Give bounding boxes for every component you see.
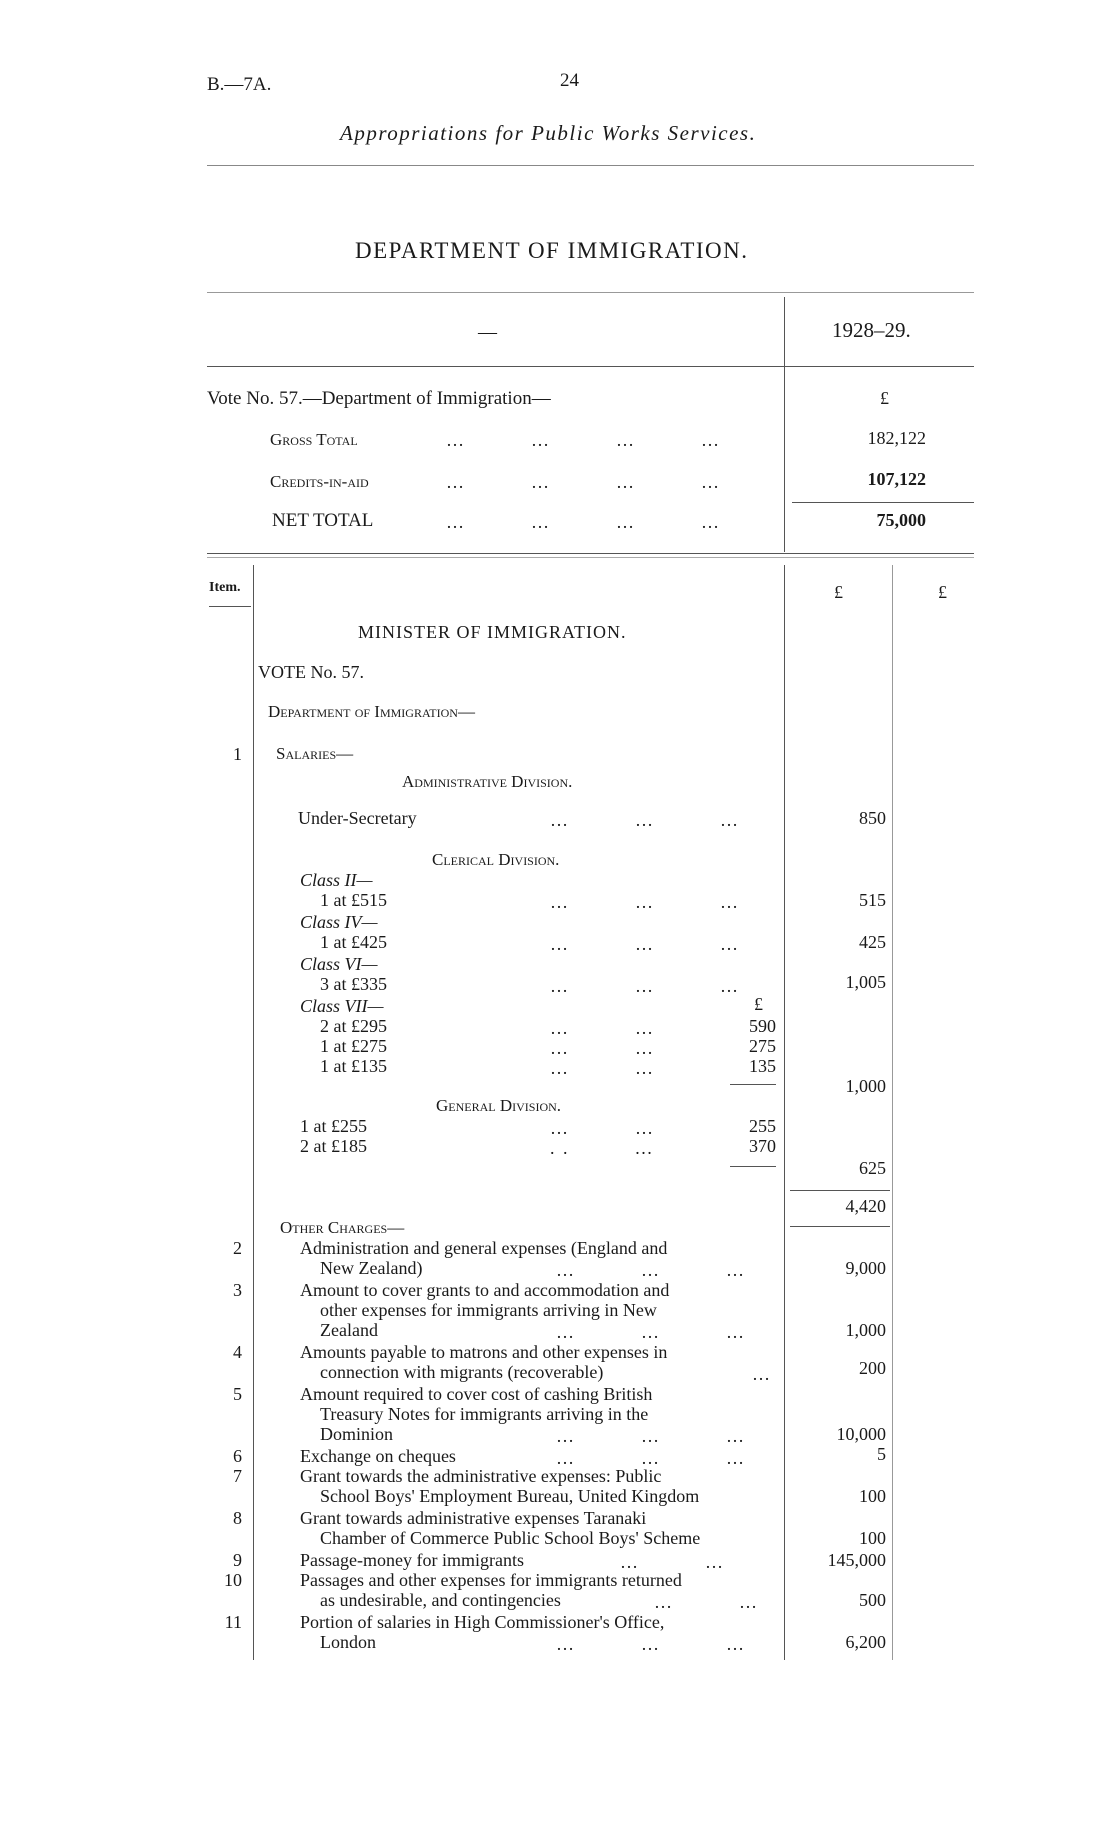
- item-value: 100: [859, 1486, 886, 1506]
- gross-total-value: 182,122: [867, 428, 926, 448]
- summary-year-column: 1928–29.: [832, 318, 911, 342]
- net-total-label: NET TOTAL: [272, 510, 374, 531]
- item-description: Amount required to cover cost of cashing British: [300, 1384, 653, 1404]
- class-line: 1 at £135: [320, 1056, 387, 1076]
- item-column-header: Item.: [209, 580, 241, 595]
- item-number: 1: [233, 744, 242, 764]
- item-description: New Zealand): [320, 1258, 423, 1278]
- under-secretary-value: 850: [859, 808, 886, 828]
- item-value: 10,000: [836, 1424, 886, 1444]
- class-line: 2 at £185: [300, 1136, 367, 1156]
- leader-dots: … … …: [556, 1426, 746, 1446]
- page-number: 24: [560, 70, 579, 91]
- subtotal-rule: [792, 502, 974, 503]
- leader-dots: … … …: [556, 1634, 746, 1654]
- salaries-total: 4,420: [845, 1196, 886, 1216]
- credits-in-aid-label: Credits-in-aid: [270, 472, 369, 491]
- item-description: Chamber of Commerce Public School Boys' Scheme: [320, 1528, 701, 1548]
- item-number: 9: [233, 1550, 242, 1570]
- total-column-divider: [892, 565, 893, 1660]
- under-secretary-label: Under-Secretary: [298, 808, 417, 828]
- class-line: 2 at £295: [320, 1016, 387, 1036]
- item-description: Grant towards the administrative expenses: Public: [300, 1466, 662, 1486]
- leader-dots: … … …: [556, 1448, 746, 1468]
- item-description: Amount to cover grants to and accommodation and: [300, 1280, 670, 1300]
- leader-dots: . . …: [550, 1138, 655, 1158]
- total-currency: £: [938, 582, 947, 602]
- class-line: 1 at £255: [300, 1116, 367, 1136]
- class-line-value: 370: [749, 1136, 776, 1156]
- item-value: 9,000: [845, 1258, 886, 1278]
- salaries-heading: Salaries—: [276, 744, 354, 763]
- page-subtitle: Appropriations for Public Works Services.: [340, 121, 757, 145]
- item-description: Passages and other expenses for immigrants returned: [300, 1570, 682, 1590]
- item-value: 500: [859, 1590, 886, 1610]
- item-number: 6: [233, 1446, 242, 1466]
- item-header-rule: [209, 606, 251, 607]
- class-value: 515: [859, 890, 886, 910]
- other-charges-heading: Other Charges—: [280, 1218, 405, 1237]
- leader-dots: … … …: [550, 934, 740, 954]
- class-line-value: 275: [749, 1036, 776, 1056]
- class-line: 1 at £275: [320, 1036, 387, 1056]
- administrative-division-heading: Administrative Division.: [402, 772, 573, 791]
- net-total-value: 75,000: [876, 510, 926, 530]
- vote-heading: VOTE No. 57.: [258, 662, 364, 682]
- item-value: 145,000: [827, 1550, 886, 1570]
- amount-column-divider: [784, 565, 785, 1660]
- item-description: School Boys' Employment Bureau, United Kingdom: [320, 1486, 700, 1506]
- class-line: 1 at £425: [320, 932, 387, 952]
- leader-dots: … …: [550, 1018, 655, 1038]
- class-line-value: 255: [749, 1116, 776, 1136]
- item-description: Exchange on cheques: [300, 1446, 456, 1466]
- leader-dots: … …: [620, 1552, 725, 1572]
- item-value: 1,000: [845, 1320, 886, 1340]
- item-number: 7: [233, 1466, 242, 1486]
- summary-currency: £: [880, 388, 889, 408]
- item-value: 6,200: [845, 1632, 886, 1652]
- summary-bottom-rule-2: [207, 557, 974, 558]
- item-number: 11: [224, 1612, 242, 1632]
- leader-dots: … … … …: [446, 430, 721, 450]
- vote-line: Vote No. 57.—Department of Immigration—: [207, 388, 551, 409]
- department-heading: Department of Immigration—: [268, 702, 475, 721]
- leader-dots: … … … …: [446, 472, 721, 492]
- class-line-value: 135: [749, 1056, 776, 1076]
- credits-in-aid-value: 107,122: [867, 469, 926, 489]
- subtotal-rule: [730, 1166, 776, 1167]
- item-column-divider: [253, 565, 254, 1660]
- class-total: 1,000: [845, 1076, 886, 1096]
- item-description: Treasury Notes for immigrants arriving in the: [320, 1404, 649, 1424]
- subtotal-rule: [730, 1084, 776, 1085]
- item-value: 200: [859, 1358, 886, 1378]
- item-description: Dominion: [320, 1424, 394, 1444]
- class-heading: Class II—: [300, 870, 373, 890]
- leader-dots: … … …: [550, 810, 740, 830]
- leader-dots: …: [752, 1364, 772, 1384]
- class-value: 425: [859, 932, 886, 952]
- general-division-heading: General Division.: [436, 1096, 562, 1115]
- summary-column-divider: [784, 297, 785, 552]
- item-description: Zealand: [320, 1320, 378, 1340]
- clerical-division-heading: Clerical Division.: [432, 850, 560, 869]
- class-line-value: 590: [749, 1016, 776, 1036]
- item-description: Passage-money for immigrants: [300, 1550, 524, 1570]
- class-value: 1,005: [845, 972, 886, 992]
- minister-heading: MINISTER OF IMMIGRATION.: [358, 622, 627, 642]
- document-reference: B.—7A.: [207, 74, 272, 95]
- general-total: 625: [859, 1158, 886, 1178]
- class-currency: £: [754, 994, 763, 1014]
- leader-dots: … …: [550, 1058, 655, 1078]
- class-heading: Class VII—: [300, 996, 384, 1016]
- item-description: Administration and general expenses (England and: [300, 1238, 668, 1258]
- item-description: other expenses for immigrants arriving in New: [320, 1300, 657, 1320]
- class-heading: Class VI—: [300, 954, 378, 974]
- subtotal-rule: [790, 1226, 890, 1227]
- summary-top-rule: [207, 292, 974, 293]
- item-description: connection with migrants (recoverable): [320, 1362, 604, 1382]
- leader-dots: … … …: [550, 976, 740, 996]
- leader-dots: … … …: [556, 1322, 746, 1342]
- item-description: Amounts payable to matrons and other expenses in: [300, 1342, 668, 1362]
- summary-header-rule: [207, 366, 974, 367]
- leader-dots: … …: [550, 1038, 655, 1058]
- item-description: as undesirable, and contingencies: [320, 1590, 561, 1610]
- item-value: 100: [859, 1528, 886, 1548]
- subtotal-rule: [790, 1190, 890, 1191]
- header-rule: [207, 165, 974, 166]
- item-description: Portion of salaries in High Commissioner's Office,: [300, 1612, 665, 1632]
- item-number: 3: [233, 1280, 242, 1300]
- class-line: 1 at £515: [320, 890, 387, 910]
- item-description: Grant towards administrative expenses Taranaki: [300, 1508, 647, 1528]
- gross-total-label: Gross Total: [270, 430, 358, 449]
- amount-currency: £: [834, 582, 843, 602]
- item-number: 5: [233, 1384, 242, 1404]
- item-number: 2: [233, 1238, 242, 1258]
- item-description: London: [320, 1632, 376, 1652]
- leader-dots: … … … …: [446, 512, 721, 532]
- leader-dots: … …: [654, 1592, 759, 1612]
- class-heading: Class IV—: [300, 912, 378, 932]
- leader-dots: … … …: [556, 1260, 746, 1280]
- item-value: 5: [877, 1444, 886, 1464]
- summary-dash-column: —: [478, 322, 497, 343]
- class-line: 3 at £335: [320, 974, 387, 994]
- leader-dots: … …: [550, 1118, 655, 1138]
- summary-bottom-rule: [207, 553, 974, 554]
- leader-dots: … … …: [550, 892, 740, 912]
- item-number: 8: [233, 1508, 242, 1528]
- department-title: DEPARTMENT OF IMMIGRATION.: [355, 238, 749, 263]
- item-number: 10: [224, 1570, 242, 1590]
- item-number: 4: [233, 1342, 242, 1362]
